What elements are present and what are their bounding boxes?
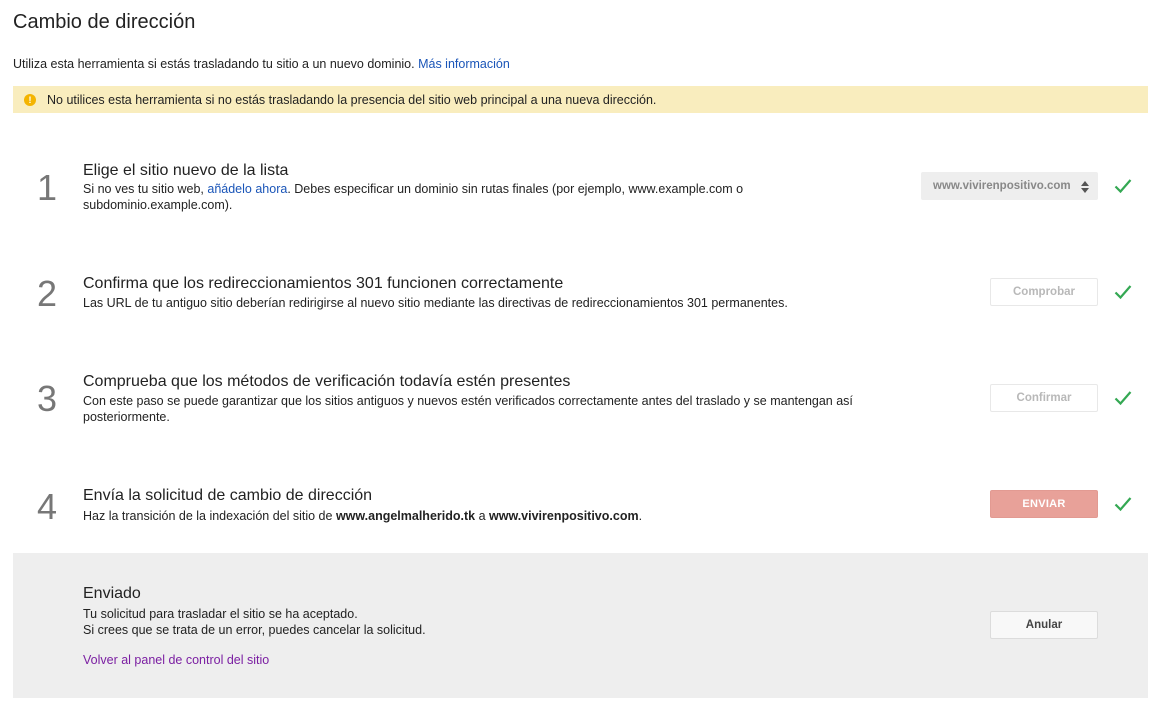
step-title: Confirma que los redireccionamientos 301 funcionen correctamente xyxy=(83,275,564,292)
step-description: Las URL de tu antiguo sitio deberían redirigirse al nuevo sitio mediante las directivas de redireccionamientos 301 permanentes. xyxy=(83,296,788,310)
intro-text xyxy=(13,57,510,71)
site-select[interactable] xyxy=(921,172,1098,200)
cancel-request-button[interactable]: Anular xyxy=(990,611,1098,639)
step-desc-text: posteriormente. xyxy=(83,410,170,424)
step-2 xyxy=(13,273,1148,323)
step-desc-text: Haz la transición de la indexación del sitio de xyxy=(83,509,336,523)
step-desc-text: a xyxy=(475,509,489,523)
warning-text: No utilices esta herramienta si no estás trasladando la presencia del sitio web principal a una nueva dirección. xyxy=(47,92,657,107)
page-title: Cambio de dirección xyxy=(13,11,196,33)
sent-message: Tu solicitud para trasladar el sitio se ha aceptado. xyxy=(83,607,358,621)
step-1 xyxy=(13,160,1148,220)
step-number: 3 xyxy=(37,378,58,419)
step-desc-text: subdominio.example.com). xyxy=(83,198,233,212)
warning-icon: ! xyxy=(24,94,36,106)
step-desc-text: . Debes especificar un dominio sin rutas finales (por ejemplo, www.example.com o xyxy=(287,182,744,196)
step-desc-text: Con este paso se puede garantizar que los sitios antiguos y nuevos estén verificados correctamente antes del traslado y se mantengan así xyxy=(83,394,853,408)
step-title: Envía la solicitud de cambio de dirección xyxy=(83,487,373,504)
add-site-link[interactable]: añádelo ahora xyxy=(207,182,288,196)
back-to-dashboard-link[interactable]: Volver al panel de control del sitio xyxy=(83,653,270,667)
step-description xyxy=(83,181,743,213)
check-icon xyxy=(1114,178,1132,194)
check-icon xyxy=(1114,496,1132,512)
step-number: 2 xyxy=(37,273,58,314)
sent-panel xyxy=(13,553,1148,698)
sent-title: Enviado xyxy=(83,585,141,602)
check-redirects-button[interactable]: Comprobar xyxy=(990,278,1098,306)
step-desc-text: Si no ves tu sitio web, xyxy=(83,182,208,196)
step-description xyxy=(83,508,642,524)
more-info-link[interactable]: Más información xyxy=(418,57,510,71)
step-description xyxy=(83,393,853,425)
site-select-value: www.vivirenpositivo.com xyxy=(933,180,1071,192)
old-domain: www.angelmalherido.tk xyxy=(335,509,476,523)
step-number: 4 xyxy=(37,486,58,527)
step-number: 1 xyxy=(37,167,58,208)
check-icon xyxy=(1114,390,1132,406)
intro-description: Utiliza esta herramienta si estás trasladando tu sitio a un nuevo dominio. xyxy=(13,57,415,71)
confirm-verification-button[interactable]: Confirmar xyxy=(990,384,1098,412)
step-3 xyxy=(13,371,1148,431)
check-icon xyxy=(1114,284,1132,300)
step-title: Comprueba que los métodos de verificación todavía estén presentes xyxy=(83,373,571,390)
step-title: Elige el sitio nuevo de la lista xyxy=(83,162,289,179)
send-button[interactable]: ENVIAR xyxy=(990,490,1098,518)
step-4 xyxy=(13,485,1148,535)
new-domain: www.vivirenpositivo.com xyxy=(489,509,639,523)
sent-message: Si crees que se trata de un error, puedes cancelar la solicitud. xyxy=(83,623,426,637)
step-desc-text: . xyxy=(638,509,643,523)
select-arrows-icon xyxy=(1081,181,1089,193)
warning-banner xyxy=(13,86,1148,113)
